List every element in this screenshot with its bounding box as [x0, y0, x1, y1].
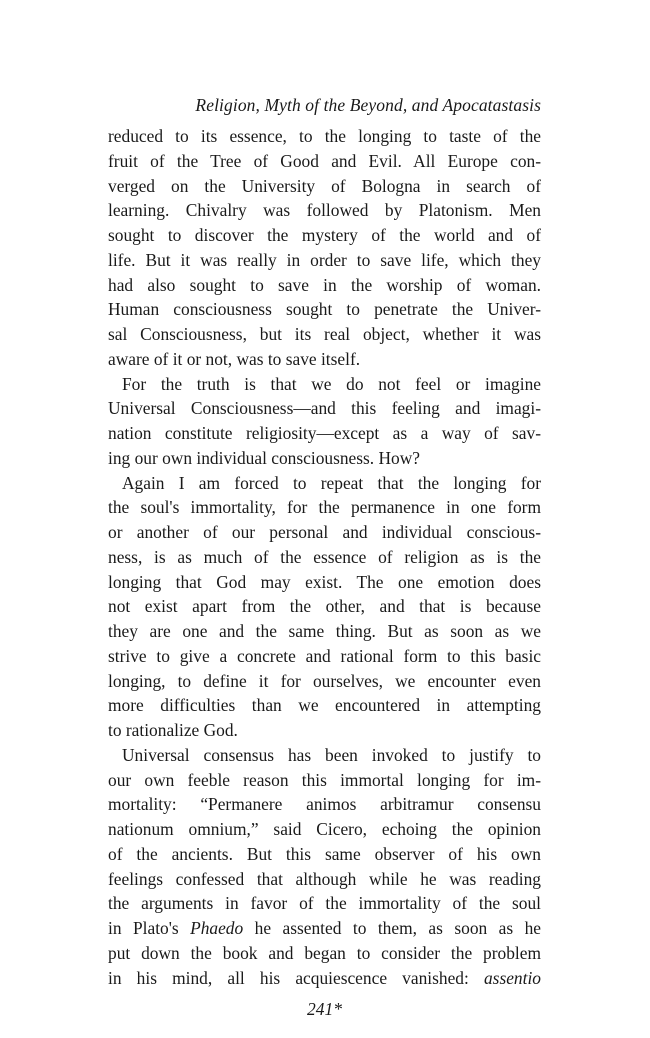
text-line: [108, 842, 541, 867]
text-line: [108, 545, 541, 570]
text-line-roman: they are one and the same thing. But as soon as we: [108, 621, 541, 641]
text-line: [108, 223, 541, 248]
text-line: [108, 594, 541, 619]
text-line-roman: reduced to its essence, to the longing to taste of the: [108, 126, 541, 146]
text-line-roman: fruit of the Tree of Good and Evil. All Europe con-: [108, 150, 541, 171]
text-line-roman: For the truth is that we do not feel or imagine: [122, 373, 541, 394]
running-head: Religion, Myth of the Beyond, and Apocatastasis: [195, 95, 541, 115]
text-line: [108, 867, 541, 892]
text-line: [108, 372, 541, 397]
text-line-roman: of the ancients. But this same observer of his own: [108, 843, 541, 864]
text-line: [108, 817, 541, 842]
text-line: [108, 174, 541, 199]
text-line-italic: Phaedo: [190, 918, 244, 938]
text-line-roman: the soul's immortality, for the permanence in one form: [108, 497, 541, 518]
text-line-roman: or another of our personal and individual conscious-: [108, 522, 541, 542]
text-line: [108, 941, 541, 966]
text-line-roman: Again I am forced to repeat that the longing for: [122, 472, 541, 493]
text-line: [108, 297, 541, 322]
text-line-roman: ing our own individual consciousness. How?: [108, 447, 421, 468]
text-line-italic: assentio: [483, 967, 541, 988]
text-line-roman: more difficulties than we encountered in attempting: [108, 695, 541, 716]
text-line: [108, 619, 541, 644]
text-line-roman: in Plato's: [108, 918, 191, 938]
text-line: [108, 669, 541, 694]
book-page: [108, 92, 541, 1022]
text-line-roman: Universal Consciousness—and this feeling and imagi-: [108, 398, 541, 419]
text-line: [108, 273, 541, 298]
text-line-roman: our own feeble reason this immortal longing for im-: [108, 769, 541, 790]
text-line: [108, 446, 541, 471]
text-line-roman: he assented to them, as soon as he: [243, 918, 541, 938]
text-line-roman: sought to discover the mystery of the world and of: [108, 225, 541, 245]
text-line-roman: Human consciousness sought to penetrate the Univer-: [108, 299, 541, 320]
text-line: [108, 792, 541, 817]
text-line-roman: longing, to define it for ourselves, we encounter even: [108, 670, 541, 691]
page-number: 241*: [307, 999, 342, 1020]
text-line: [108, 966, 541, 991]
text-line-roman: longing that God may exist. The one emotion does: [108, 571, 541, 592]
text-line: [108, 149, 541, 174]
text-line-roman: nation constitute religiosity—except as a way of sav-: [108, 423, 541, 443]
text-line: [108, 471, 541, 496]
body-text: [108, 124, 541, 990]
text-line-roman: verged on the University of Bologna in search of: [108, 175, 541, 196]
text-line: [108, 693, 541, 718]
text-line-roman: ness, is as much of the essence of religion as is the: [108, 546, 541, 567]
text-line-roman: feelings confessed that although while he was reading: [108, 868, 541, 889]
text-line-roman: put down the book and began to consider the problem: [108, 942, 541, 963]
text-line: [108, 743, 541, 768]
text-line: [108, 520, 541, 545]
text-line: [108, 421, 541, 446]
text-line: [108, 891, 541, 916]
text-line: [108, 495, 541, 520]
text-line: [108, 768, 541, 793]
text-line-roman: Universal consensus has been invoked to justify to: [122, 744, 541, 765]
text-line-roman: strive to give a concrete and rational form to this basic: [108, 645, 541, 666]
text-line-roman: sal Consciousness, but its real object, whether it was: [108, 324, 541, 344]
text-line-roman: nationum omnium,” said Cicero, echoing the opinion: [108, 819, 541, 839]
text-line-roman: in his mind, all his acquiescence vanished:: [108, 967, 484, 988]
text-line-roman: not exist apart from the other, and that is because: [108, 596, 541, 617]
text-line-roman: mortality: “Permanere animos arbitramur consensu: [108, 794, 541, 815]
text-line-roman: the arguments in favor of the immortality of the soul: [108, 893, 541, 914]
text-line: [108, 124, 541, 149]
text-line: [108, 644, 541, 669]
text-line: [108, 570, 541, 595]
text-line: [108, 322, 541, 347]
text-line: [108, 916, 541, 941]
text-line-roman: life. But it was really in order to save life, which they: [108, 249, 541, 270]
text-line-roman: had also sought to save in the worship of woman.: [108, 274, 541, 295]
text-line: [108, 396, 541, 421]
text-line: [108, 718, 541, 743]
text-line: [108, 198, 541, 223]
text-line: [108, 347, 541, 372]
text-line-roman: aware of it or not, was to save itself.: [108, 348, 361, 369]
text-line-roman: learning. Chivalry was followed by Platonism. Men: [108, 200, 541, 221]
text-line: [108, 248, 541, 273]
text-line-roman: to rationalize God.: [108, 720, 238, 740]
